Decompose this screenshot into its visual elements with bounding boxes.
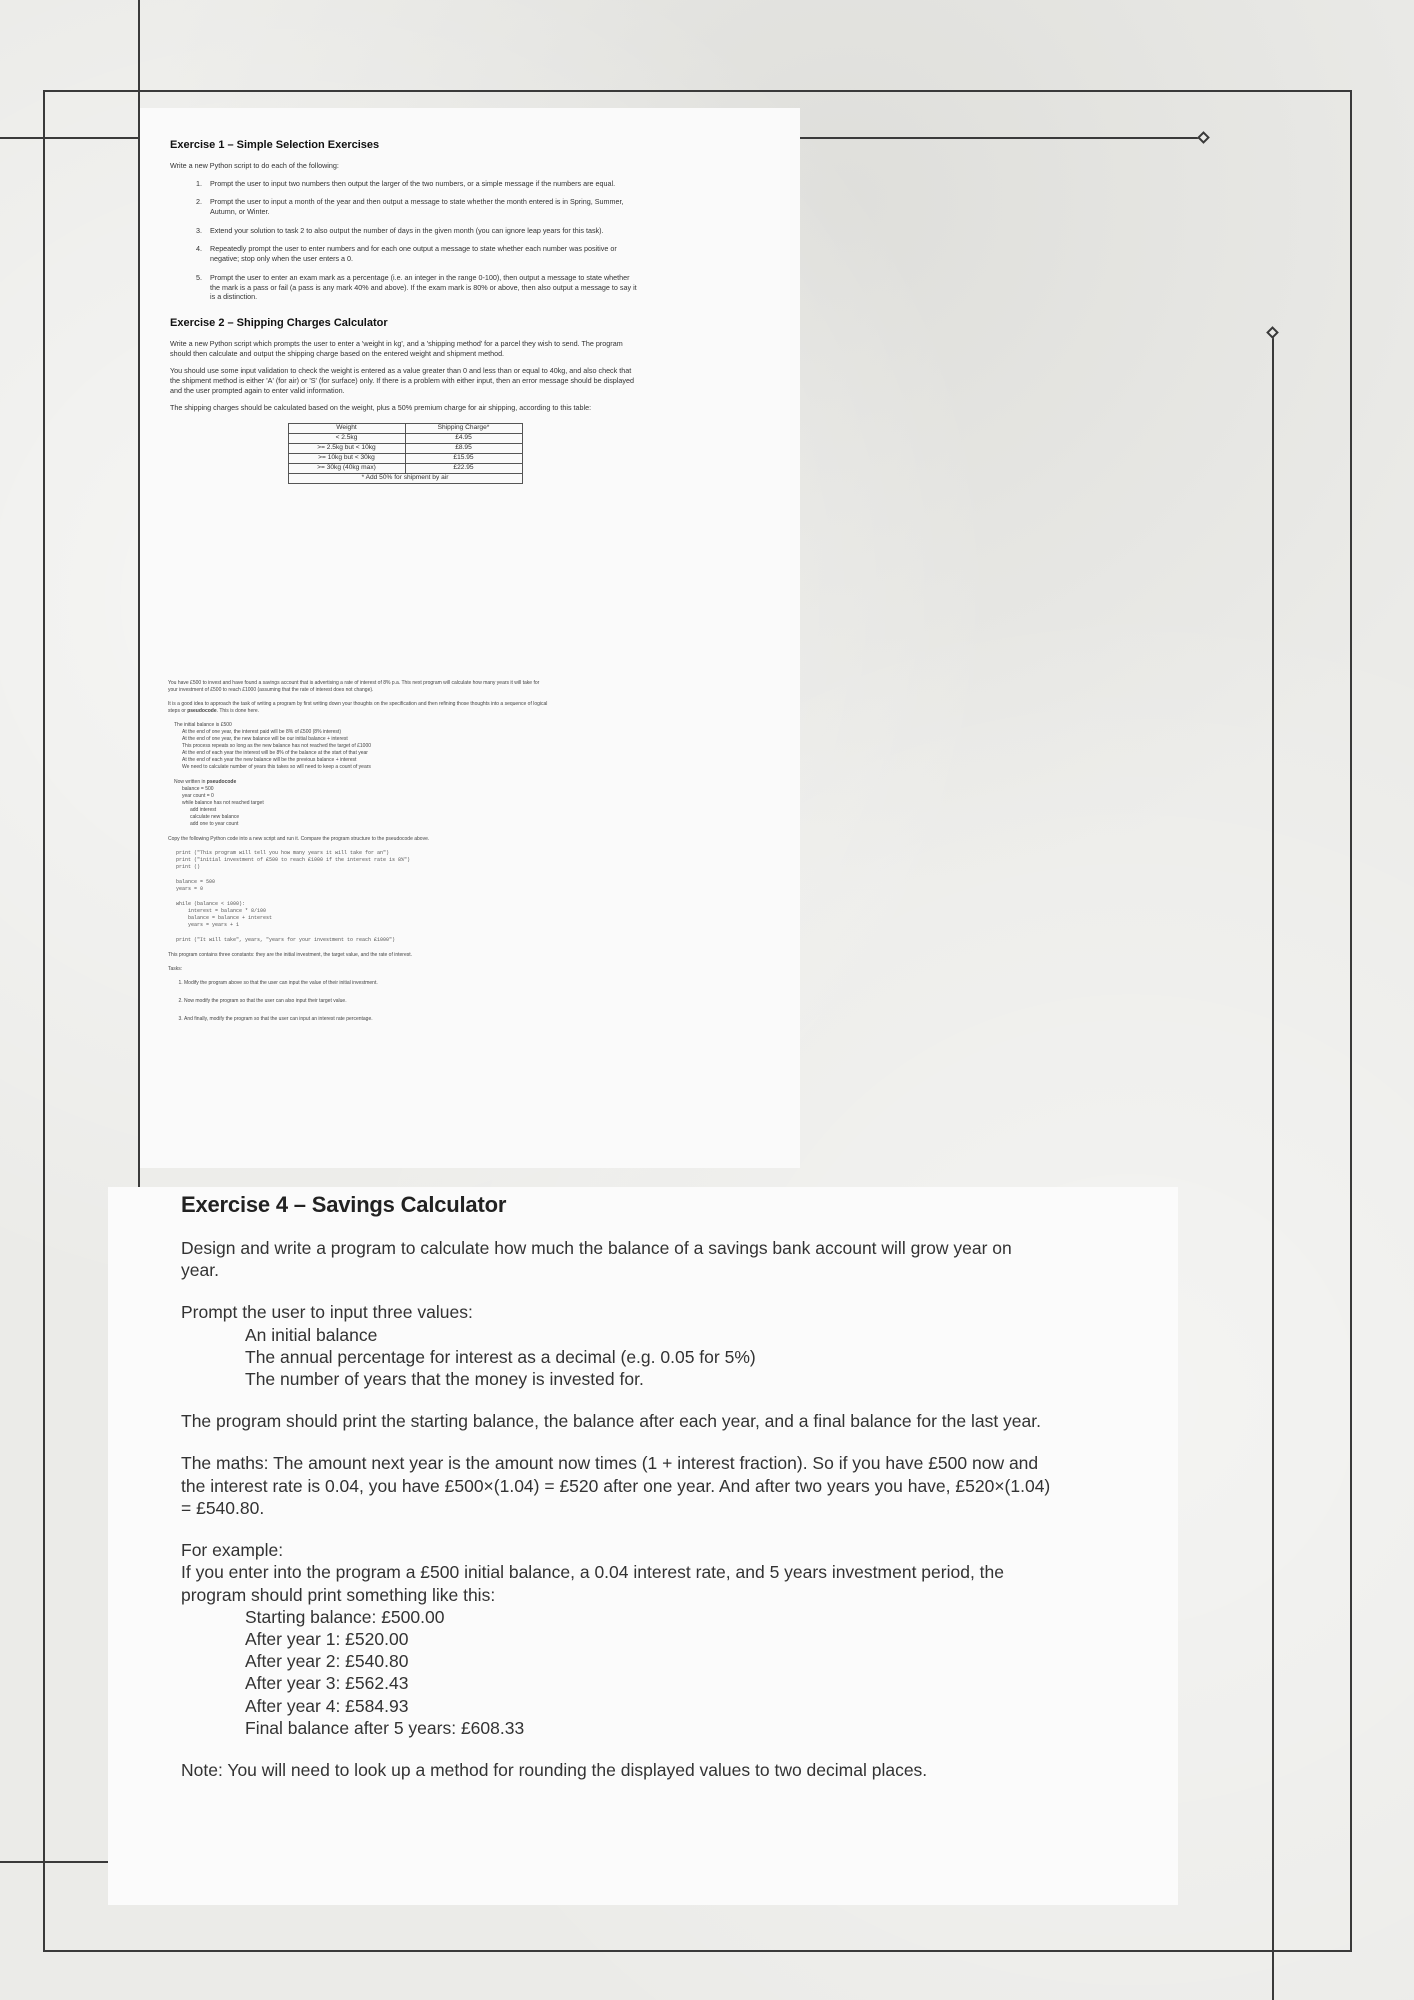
table-cell: >= 10kg but < 30kg	[288, 453, 405, 463]
exercise1-list	[170, 179, 640, 302]
code-block: while (balance < 1000): interest = balance * 8/100 balance = balance + interest years = years + 1	[176, 901, 273, 928]
pseudocode-heading-bold: pseudocode	[206, 779, 237, 785]
example-label: For example:	[181, 1540, 284, 1561]
list-item: 5. Prompt the user to enter an exam mark as a percentage (i.e. an integer in the range 0-100), then output a message to state whether the mark is a pass or fail (a pass is any mark 40% and above). If the exam mark is 80% or above, then also output a message to say it is a distinction.	[204, 273, 640, 302]
table-header: Weight	[288, 424, 405, 434]
deco-line-top-left-horizontal	[0, 137, 140, 139]
list-item: At the end of each year the interest will be 8% of the balance at the start of that year	[182, 750, 368, 756]
list-item: add interest	[190, 807, 217, 813]
table-footnote: * Add 50% for shipment by air	[288, 473, 522, 483]
deco-line-top-right-horizontal	[800, 137, 1202, 139]
table-row	[288, 463, 522, 473]
pseudocode-heading	[174, 779, 548, 786]
ex3-intro: You have £500 to invest and have found a savings account that is advertising a rate of interest of 8% p.a. This next program will calculate how many years it will take for your investment of £500 to reach £1000 (assuming that the rate of interest does not change).	[168, 680, 540, 693]
table-cell: £4.95	[405, 434, 522, 444]
paragraph: The maths: The amount next year is the amount now times (1 + interest fraction). So if you have £500 now and the interest rate is 0.04, you have £500×(1.04) = £520 after one year. And after two years you have, £520×(1.04) = £540.80.	[181, 1453, 1051, 1518]
ex3-approach	[168, 701, 548, 715]
exercise2-title: Exercise 2 – Shipping Charges Calculator	[170, 317, 388, 330]
list-item: We need to calculate number of years this takes so will need to keep a count of years	[182, 764, 371, 770]
code-block: balance = 500 years = 0	[176, 879, 216, 892]
ex3-tasks	[168, 980, 548, 1023]
example-line: After year 3: £562.43	[245, 1673, 409, 1694]
table-header-row	[288, 424, 522, 434]
ex3-copy-text: Copy the following Python code into a new script and run it. Compare the program structure to the pseudocode above.	[168, 836, 430, 842]
deco-line-bottom-left-horizontal	[0, 1861, 108, 1863]
inputs-intro: Prompt the user to input three values:	[181, 1302, 473, 1323]
inputs-block	[181, 1301, 1051, 1390]
ex3-notes	[174, 722, 548, 771]
ex3-approach-text: It is a good idea to approach the task of writing a program by first writing down your thoughts on the specification and then refining those thoughts into a sequence of logical steps or	[168, 701, 548, 714]
pseudocode-heading-text: Now written in	[174, 779, 206, 785]
list-item: The initial balance is £500	[174, 722, 232, 728]
example-line: After year 2: £540.80	[245, 1651, 409, 1672]
exercise2-para: The shipping charges should be calculated based on the weight, plus a 50% premium charge for air shipping, according to this table:	[170, 403, 592, 413]
exercise2-para: Write a new Python script which prompts the user to enter a 'weight in kg', and a 'shipping method' for a parcel they wish to send. The program should then calculate and output the shipping charge based on the entered weight and shipment method.	[170, 338, 623, 358]
page-title: Exercise 4 – Savings Calculator	[181, 1192, 507, 1217]
list-item: 1. Prompt the user to input two numbers then output the larger of the two numbers, or a simple message if the numbers are equal.	[204, 179, 640, 189]
list-item: At the end of each year the new balance will be the previous balance + interest	[182, 757, 357, 763]
table-row	[288, 473, 522, 483]
paragraph: The program should print the starting balance, the balance after each year, and a final balance for the last year.	[181, 1411, 1041, 1432]
table-cell: £15.95	[405, 453, 522, 463]
table-row	[288, 453, 522, 463]
list-item: The annual percentage for interest as a decimal (e.g. 0.05 for 5%)	[245, 1346, 756, 1367]
list-item: The number of years that the money is invested for.	[245, 1369, 644, 1390]
document-page-exercise-4	[108, 1187, 1178, 1905]
list-item: while balance has not reached target	[182, 800, 264, 806]
list-item: 2. Prompt the user to input a month of the year and then output a message to state whether the month entered is in Spring, Summer, Autumn, or Winter.	[204, 197, 640, 216]
table-row	[288, 443, 522, 453]
ex3-constants-text: This program contains three constants: they are the initial investment, the target value, and the rate of interest.	[168, 952, 413, 958]
table-cell: >= 30kg (40kg max)	[288, 463, 405, 473]
ex3-approach-bold: pseudocode	[187, 708, 217, 714]
list-item: calculate new balance	[190, 814, 240, 820]
ex3-approach-end: . This is done here.	[216, 708, 260, 714]
code-block: print ("This program will tell you how many years it will take for an") print ("initial investment of £500 to reach £1000 if the interest rate is 8%") print ()	[176, 850, 411, 870]
example-block	[181, 1539, 1051, 1739]
table-cell: < 2.5kg	[288, 434, 405, 444]
list-item: This process repeats so long as the new balance has not reached the target of £1000	[182, 743, 372, 749]
exercise2-para: You should use some input validation to check the weight is entered as a value greater than 0 and less than or equal to 40kg, and also check that the shipment method is either 'A' (for air) or 'S' (for surface) only. If there is a problem with either input, then an error message should be displayed and the user prompted again to enter valid information.	[170, 366, 634, 395]
example-intro: If you enter into the program a £500 initial balance, a 0.04 interest rate, and 5 years investment period, the program should print something like this:	[181, 1562, 1004, 1605]
list-item: 3. Extend your solution to task 2 to also output the number of days in the given month (you can ignore leap years for this task).	[204, 226, 640, 236]
code-block: print ("It will take", years, "years for your investment to reach £1000")	[176, 937, 396, 943]
example-line: Final balance after 5 years: £608.33	[245, 1717, 525, 1738]
ex3-tasks-label: Tasks:	[168, 966, 183, 972]
ex3-pseudocode	[174, 779, 548, 828]
list-item: An initial balance	[245, 1324, 378, 1345]
list-item: 2. Now modify the program so that the user can also input their target value.	[184, 998, 548, 1005]
list-item: 4. Repeatedly prompt the user to enter numbers and for each one output a message to state whether each number was positive or negative; stop only when the user enters a 0.	[204, 244, 640, 263]
document-page-exercise-3	[168, 680, 548, 1034]
example-line: After year 1: £520.00	[245, 1629, 409, 1649]
list-item: At the end of one year, the new balance will be our initial balance + interest	[182, 736, 348, 742]
table-header: Shipping Charge*	[405, 424, 522, 434]
paragraph: Design and write a program to calculate how much the balance of a savings bank account will grow year on year.	[181, 1237, 1012, 1281]
table-cell: £22.95	[405, 463, 522, 473]
list-item: 3. And finally, modify the program so that the user can input an interest rate percentage.	[184, 1016, 548, 1023]
list-item: add one to year count	[190, 821, 239, 827]
shipping-table	[288, 423, 523, 483]
list-item: 1. Modify the program above so that the user can input the value of their initial investment.	[184, 980, 548, 987]
exercise1-title: Exercise 1 – Simple Selection Exercises	[170, 139, 380, 151]
list-item: year count = 0	[182, 793, 214, 799]
deco-line-right-vertical	[1272, 336, 1274, 2000]
table-row	[288, 434, 522, 444]
list-item: At the end of one year, the interest paid will be 8% of £500 (8% interest)	[182, 729, 341, 735]
table-cell: £8.95	[405, 443, 522, 453]
list-item: balance = 500	[182, 786, 214, 792]
note: Note: You will need to look up a method for rounding the displayed values to two decimal places.	[181, 1760, 928, 1781]
table-cell: >= 2.5kg but < 10kg	[288, 443, 405, 453]
exercise1-intro: Write a new Python script to do each of the following:	[170, 160, 339, 170]
example-line: After year 4: £584.93	[245, 1695, 409, 1716]
example-line: Starting balance: £500.00	[245, 1606, 445, 1627]
